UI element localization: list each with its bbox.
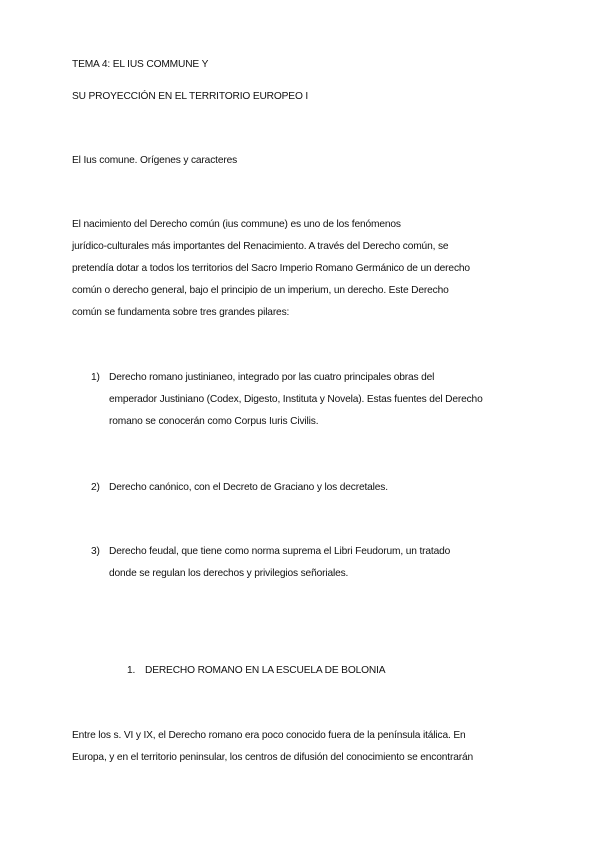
paragraph-line: Europa, y en el territorio peninsular, los centros de difusión del conocimiento se encontrarán: [72, 752, 473, 763]
list-number: 3): [91, 546, 100, 557]
subheading: El Ius comune. Orígenes y caracteres: [72, 155, 238, 166]
title-line-2: SU PROYECCIÓN EN EL TERRITORIO EUROPEO I: [72, 91, 309, 102]
list-item-line: romano se conocerán como Corpus Iuris Civilis.: [109, 416, 319, 427]
list-item-line: emperador Justiniano (Codex, Digesto, Instituta y Novela). Estas fuentes del Derecho: [109, 394, 483, 405]
list-item-line: Derecho canónico, con el Decreto de Graciano y los decretales.: [109, 482, 388, 493]
list-item-line: Derecho feudal, que tiene como norma suprema el Libri Feudorum, un tratado: [109, 546, 451, 557]
section-number: 1.: [127, 665, 136, 676]
section-title: DERECHO ROMANO EN LA ESCUELA DE BOLONIA: [145, 665, 386, 676]
paragraph-line: común o derecho general, bajo el principio de un imperium, un derecho. Este Derecho: [72, 285, 449, 296]
paragraph-line: Entre los s. VI y IX, el Derecho romano era poco conocido fuera de la península itálica. En: [72, 730, 466, 741]
paragraph-line: El nacimiento del Derecho común (ius commune) es uno de los fenómenos: [72, 219, 401, 230]
paragraph-line: jurídico-culturales más importantes del Renacimiento. A través del Derecho común, se: [72, 241, 449, 252]
list-item-line: Derecho romano justinianeo, integrado por las cuatro principales obras del: [109, 372, 435, 383]
title-line-1: TEMA 4: EL IUS COMMUNE Y: [72, 59, 209, 70]
list-number: 1): [91, 372, 100, 383]
paragraph-line: pretendía dotar a todos los territorios del Sacro Imperio Romano Germánico de un derecho: [72, 263, 470, 274]
list-item-line: donde se regulan los derechos y privilegios señoriales.: [109, 568, 349, 579]
list-number: 2): [91, 482, 100, 493]
paragraph-line: común se fundamenta sobre tres grandes pilares:: [72, 307, 290, 318]
